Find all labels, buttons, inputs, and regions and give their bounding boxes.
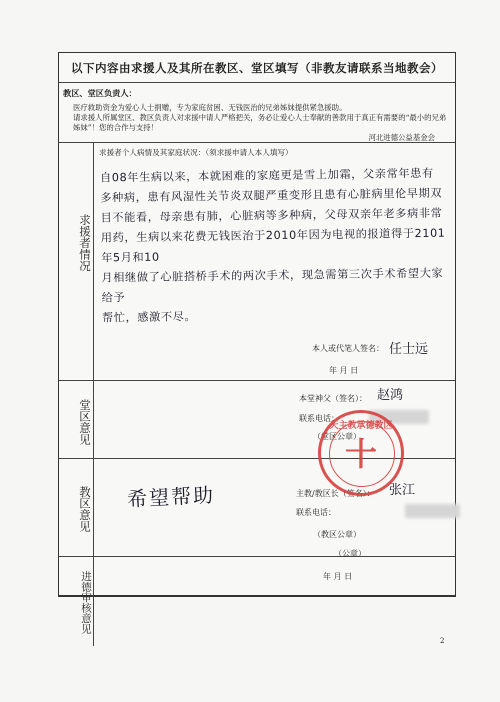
priest-label: 本堂神父（签名）：	[299, 394, 367, 403]
hand-line: 帮忙，感激不尽。	[101, 310, 197, 325]
table-bottom-border	[58, 596, 456, 597]
diocese-vertical-label: 教区意见	[78, 485, 92, 532]
priest-signature: 赵鸿	[377, 388, 404, 403]
form-title: 以下内容由求援人及其所在教区、堂区填写（非教友请联系当地教会）	[71, 61, 443, 75]
page-number: 2	[440, 637, 445, 645]
parish-seal-label: （堂区公章）	[313, 432, 361, 441]
foundation-name: 河北进德公益基金会	[368, 133, 435, 142]
stamp-text: 天主教承德教区	[329, 421, 393, 431]
intro-paragraph-1: 医疗救助资金为爱心人士捐赠，专为家庭贫困、无钱医治的兄弟姊妹提供紧急援助。	[73, 103, 347, 112]
hand-line: 自08年生病以来，本就困难的家庭更是雪上加霜，父亲常年患有	[99, 166, 434, 185]
bishop-signature: 张江	[389, 483, 416, 498]
addressee-line: 教区、堂区负责人：	[63, 88, 137, 98]
diocese-seal-stamp	[318, 410, 404, 496]
redacted-phone	[405, 504, 460, 518]
hand-line: 多种病，患有风湿性关节炎双腿严重变形且患有心脏病里伦早期双	[100, 186, 443, 205]
form-table	[58, 52, 456, 634]
cross-icon: 十	[344, 435, 377, 473]
jinde-vertical-label: 进德审核意见	[80, 570, 92, 634]
diocese-seal-label: （教区公章）	[313, 530, 361, 539]
applicant-signature: 任士远	[389, 342, 429, 357]
parish-vertical-label: 堂区意见	[78, 399, 92, 445]
intro-section	[59, 82, 455, 142]
applicant-prompt: 求援者个人病情及其家庭状况：（须求援申请人本人填写）	[99, 148, 293, 157]
jinde-section	[59, 556, 455, 634]
bishop-label: 主教/教区长（签名）：	[296, 489, 375, 498]
diocese-opinion-handwriting: 希望帮助	[126, 482, 216, 512]
applicant-label-cell	[59, 143, 94, 380]
applicant-section	[59, 142, 455, 380]
hand-line: 用药，生病以来花费无钱医治于2010年因为电视的报道得于2101年5月和10	[100, 226, 446, 265]
parish-phone-label: 联系电话：	[299, 414, 339, 423]
parish-label-cell	[59, 381, 94, 458]
hand-line: 月相继做了心脏搭桥手术的两次手术，现急需第三次手术希望大家给予	[101, 266, 444, 305]
diocese-phone-label: 联系电话：	[296, 508, 336, 517]
hand-line: 目不能看，母亲患有肺，心脏病等多种病，父母双亲年老多病非常	[100, 206, 443, 225]
applicant-vertical-label: 求援者情况	[78, 214, 92, 272]
applicant-date: 年 月 日	[329, 366, 359, 375]
signature-label: 本人或代笔人签名：	[312, 344, 384, 353]
form-header	[59, 53, 455, 82]
diocese-label-cell	[59, 459, 94, 556]
jinde-label-cell	[59, 557, 94, 646]
jinde-date: 年 月 日	[323, 572, 353, 581]
intro-paragraph-2: 请求援人所属堂区、教区负责人对求援中请人严格把关，务必让爱心人士奉献的善款用于真正有需要的“最小的兄弟姊妹”！您的合作与支持！	[73, 113, 447, 132]
jinde-seal-label: （公章）	[334, 549, 366, 558]
handwritten-statement	[100, 164, 452, 329]
